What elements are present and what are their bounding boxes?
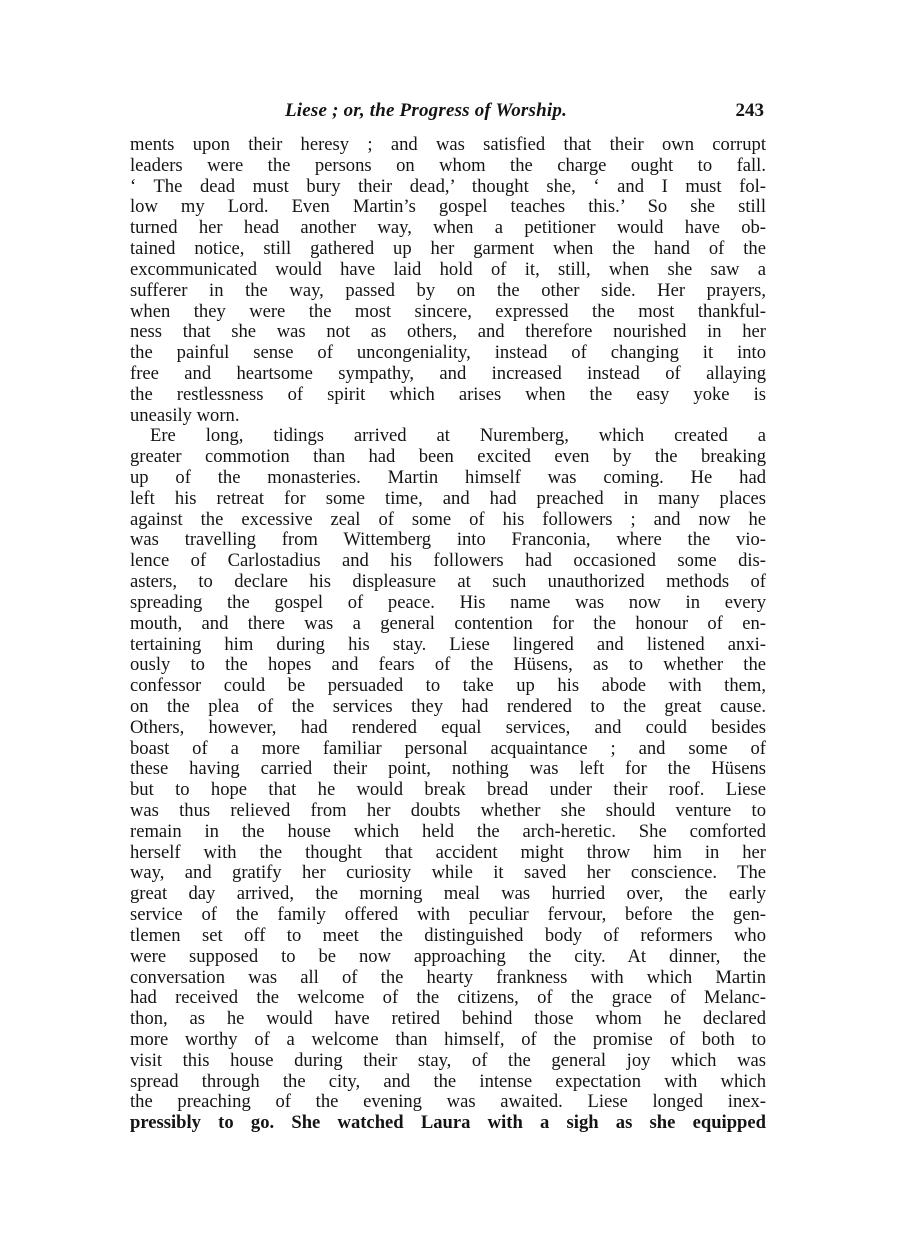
text-line: ments upon their heresy ; and was satisfied that their own corrupt (130, 135, 766, 155)
text-line: visit this house during their stay, of the general joy which was (130, 1050, 766, 1071)
text-line: the restlessness of spirit which arises when the easy yoke is (130, 384, 766, 405)
text-line: tertaining him during his stay. Liese lingered and listened anxi- (130, 634, 766, 655)
text-line: way, and gratify her curiosity while it saved her conscience. The (130, 863, 766, 884)
text-line: up of the monasteries. Martin himself was coming. He had (130, 468, 766, 488)
text-line: were supposed to be now approaching the city. At dinner, the (130, 946, 766, 967)
text-line: conversation was all of the hearty frankness with which Martin (130, 967, 766, 988)
text-line: had received the welcome of the citizens, of the grace of Melanc- (130, 988, 766, 1009)
text-line: ously to the hopes and fears of the Hüsens, as to whether the (130, 655, 766, 676)
text-line: thon, as he would have retired behind those whom he declared (130, 1009, 766, 1030)
text-line: the painful sense of uncongeniality, instead of changing it into (130, 343, 766, 364)
running-header (130, 100, 766, 130)
text-line: leaders were the persons on whom the charge ought to fall. (130, 155, 766, 176)
text-line: lence of Carlostadius and his followers had occasioned some dis- (130, 551, 766, 572)
text-line: against the excessive zeal of some of his followers ; and now he (130, 509, 766, 530)
text-line: when they were the most sincere, expressed the most thankful- (130, 301, 766, 322)
text-line: turned her head another way, when a petitioner would have ob- (130, 218, 766, 239)
text-line: ness that she was not as others, and therefore nourished in her (130, 322, 766, 343)
text-line: ‘ The dead must bury their dead,’ thought she, ‘ and I must fol- (130, 176, 766, 197)
text-line: confessor could be persuaded to take up his abode with them, (130, 676, 766, 697)
text-line: sufferer in the way, passed by on the other side. Her prayers, (130, 280, 766, 301)
body-text (130, 135, 766, 1134)
text-line: spreading the gospel of peace. His name was now in every (130, 592, 766, 613)
text-line: boast of a more familiar personal acquaintance ; and some of (130, 738, 766, 759)
paragraph-start-line: Ere long, tidings arrived at Nuremberg, which created a (150, 426, 766, 447)
text-line: was thus relieved from her doubts whether she should venture to (130, 801, 766, 821)
text-line: herself with the thought that accident might throw him in her (130, 842, 766, 863)
text-line: great day arrived, the morning meal was hurried over, the early (130, 884, 766, 905)
text-line: service of the family offered with peculiar fervour, before the gen- (130, 905, 766, 926)
text-line: low my Lord. Even Martin’s gospel teaches this.’ So she still (130, 197, 766, 218)
text-line: these having carried their point, nothing was left for the Hüsens (130, 759, 766, 780)
text-line: more worthy of a welcome than himself, of the promise of both to (130, 1029, 766, 1050)
text-line: Others, however, had rendered equal services, and could besides (130, 717, 766, 738)
text-line: mouth, and there was a general contention for the honour of en- (130, 613, 766, 634)
text-line: on the plea of the services they had rendered to the great cause. (130, 696, 766, 717)
text-line: excommunicated would have laid hold of it, still, when she saw a (130, 259, 766, 280)
text-line: remain in the house which held the arch-heretic. She comforted (130, 821, 766, 842)
text-line: the preaching of the evening was awaited. Liese longed inex- (130, 1092, 766, 1113)
text-line: spread through the city, and the intense expectation with which (130, 1071, 766, 1092)
paragraph-end-line: uneasily worn. (130, 405, 240, 426)
text-line: tlemen set off to meet the distinguished body of reformers who (130, 925, 766, 946)
text-line: but to hope that he would break bread under their roof. Liese (130, 780, 766, 801)
text-line: pressibly to go. She watched Laura with a sigh as she equipped (130, 1113, 766, 1134)
text-line: was travelling from Wittemberg into Franconia, where the vio- (130, 530, 766, 551)
page-number: 243 (735, 100, 764, 121)
text-line: greater commotion than had been excited even by the breaking (130, 447, 766, 468)
text-line: tained notice, still gathered up her garment when the hand of the (130, 239, 766, 260)
running-title: Liese ; or, the Progress of Worship. (285, 100, 568, 121)
text-line: left his retreat for some time, and had preached in many places (130, 488, 766, 509)
text-line: free and heartsome sympathy, and increased instead of allaying (130, 363, 766, 384)
text-line: asters, to declare his displeasure at such unauthorized methods of (130, 572, 766, 593)
